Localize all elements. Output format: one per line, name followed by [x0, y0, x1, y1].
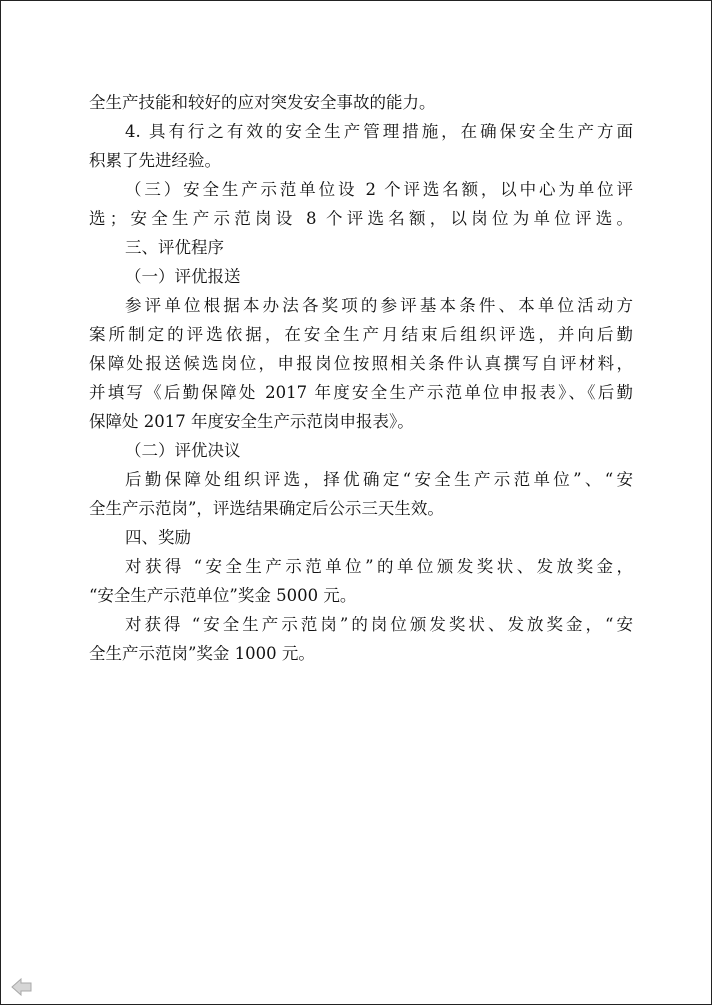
paragraph-line: 积累了先进经验。 — [89, 151, 221, 170]
left-arrow-icon-graphic — [11, 977, 33, 997]
paragraph-line: 保障处 2017 年度安全生产示范岗申报表》。 — [89, 412, 414, 431]
subsection-heading: （一）评优报送 — [125, 267, 241, 286]
paragraph-line: 案所制定的评选依据，在安全生产月结束后组织评选，并向后勤 — [89, 325, 633, 344]
document-body — [89, 88, 633, 668]
paragraph-line: 全生产示范岗”，评选结果确定后公示三天生效。 — [89, 499, 444, 518]
paragraph-line: 参评单位根据本办法各奖项的参评基本条件、本单位活动方 — [125, 296, 633, 315]
paragraph-line: 对获得 “安全生产示范单位”的单位颁发奖状、发放奖金， — [125, 557, 633, 576]
paragraph-line: 并填写《后勤保障处 2017 年度安全生产示范单位申报表》、《后勤 — [89, 383, 633, 402]
left-arrow-icon[interactable] — [11, 977, 33, 997]
section-heading: 四、奖励 — [125, 528, 191, 547]
paragraph-line: 全生产技能和较好的应对突发安全事故的能力。 — [89, 93, 436, 112]
paragraph-line: 选；安全生产示范岗设 8 个评选名额，以岗位为单位评选。 — [89, 209, 633, 228]
paragraph-line: 全生产示范岗”奖金 1000 元。 — [89, 644, 315, 663]
paragraph-line: 对获得 “安全生产示范岗”的岗位颁发奖状、发放奖金，“安 — [125, 615, 633, 634]
paragraph-line: （三）安全生产示范单位设 2 个评选名额，以中心为单位评 — [125, 180, 633, 199]
paragraph-line: 后勤保障处组织评选，择优确定“安全生产示范单位”、“安 — [125, 470, 633, 489]
paragraph-line: “安全生产示范单位”奖金 5000 元。 — [89, 586, 357, 605]
subsection-heading: （二）评优决议 — [125, 441, 241, 460]
section-heading: 三、评优程序 — [125, 238, 224, 257]
paragraph-line: 4. 具有行之有效的安全生产管理措施，在确保安全生产方面 — [125, 122, 633, 141]
paragraph-line: 保障处报送候选岗位，申报岗位按照相关条件认真撰写自评材料， — [89, 354, 633, 373]
